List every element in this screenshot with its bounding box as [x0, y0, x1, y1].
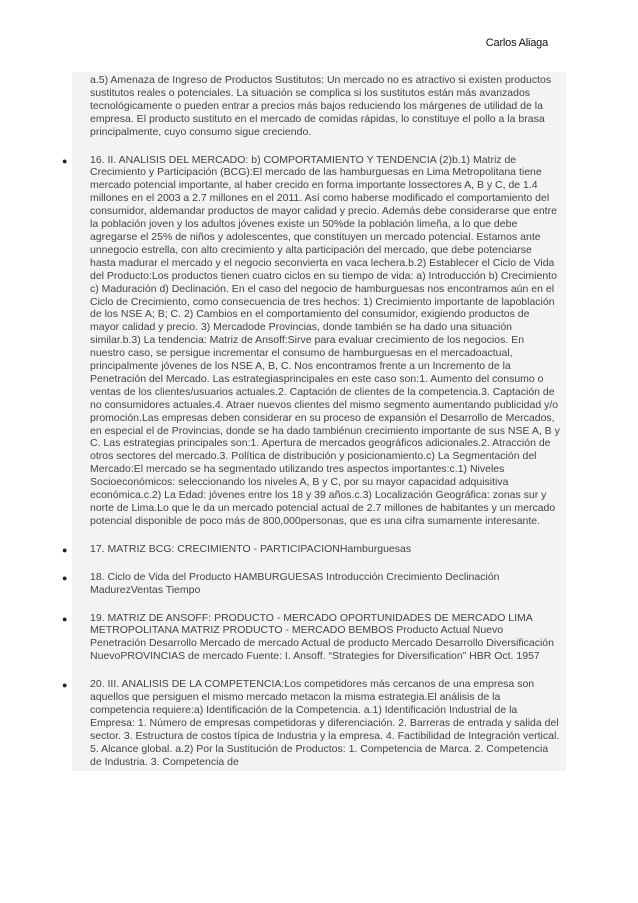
paragraph-text: a.5) Amenaza de Ingreso de Productos Sustitutos: Un mercado no es atractivo si existen productos sustitutos reales o potenciales. La situación se complica si los sustitutos están más avanzados tecnológicamente o pueden entrar a precios más bajos reduciendo los márgenes de utilidad de la empresa. El producto sustituto en el mercado de comidas rápidas, lo constituye el pollo a la brasa principalmente, cuyo consumo sigue creciendo.: [90, 74, 552, 138]
list-item-20: [62, 676, 566, 770]
list-item-18: [62, 569, 566, 599]
paragraph-gap: [72, 141, 566, 152]
bullet-icon: ●: [62, 155, 68, 166]
paragraph-gap: [72, 665, 566, 676]
list-item-17: [62, 541, 566, 558]
list-item-19: [62, 610, 566, 666]
bullet-icon: ●: [62, 572, 68, 583]
list-item-text: 19. MATRIZ DE ANSOFF: PRODUCTO - MERCADO OPORTUNIDADES DE MERCADO LIMA METROPOLITANA MATRIZ PRODUCTO - MERCADO BEMBOS Producto Actual Nuevo Penetración Desarrollo Mercado de mercado Actual de producto Mercado Desarrollo Diversificación NuevoPROVINCIAS de mercado Fuente: I. Ansoff. “Strategies for Diversification” HBR Oct. 1957: [90, 611, 554, 663]
bullet-icon: ●: [62, 544, 68, 555]
paragraph-gap: [72, 558, 566, 569]
list-item-text: 16. II. ANALISIS DEL MERCADO: b) COMPORTAMIENTO Y TENDENCIA (2)b.1) Matriz de Crecimiento y Participación (BCG):El mercado de las hamburguesas en Lima Metropolitana tiene mercado potencial importante, al haber crecido en forma importante lossectores A, B y C, de 1.4 millones en el 2003 a 2.7 millones en el 2011. Así como haberse modificado el comportamiento del consumidor, aldemandar productos de mayor calidad y precio. Además debe considerarse que entre la población joven y los adultos jóvenes existe un 50%de la población limeña, a lo que debe agregarse el 25% de niños y adolescentes, que constituyen un mercado potencial. Estamos ante unnegocio estrella, con alto crecimiento y alta participación del mercado, que debe potenciarse hasta madurar el mercado y el negocio seconvierta en vaca lechera.b.2) Establecer el Ciclo de Vida del Producto:Los productos tienen cuatro ciclos en su tiempo de vida: a) Introducción b) Crecimiento c) Maduración d) Declinación. En el caso del negocio de hamburguesas nos encontramos aún en el Ciclo de Crecimiento, como consecuencia de tres hechos: 1) Crecimiento importante de lapoblación de los NSE A; B; C. 2) Cambios en el comportamiento del consumidor, exigiendo productos de mayor calidad y precio. 3) Mercadode Provincias, donde también se ha dado una situación similar.b.3) La tendencia: Matriz de Ansoff:Sirve para evaluar crecimiento de los negocios. En nuestro caso, se persigue incrementar el consumo de hamburguesas en el mercadoactual, principalmente jóvenes de los NSE A, B, C. Nos encontramos frente a un Incremento de la Penetración del Mercado. Las estrategiasprincipales en este caso son:1. Aumento del consumo o ventas de los clientes/usuarios actuales.2. Captación de clientes de la competencia.3. Captación de no consumidores actuales.4. Atraer nuevos clientes del mismo segmento aumentando publicidad y/o promoción.Las empresas deben considerar en su proceso de expansión el Desarrollo de Mercados, en especial el de Provincias, donde se ha dado tambiénun crecimiento importante de sus NSE A, B y C. Las estrategias principales son:1. Apertura de mercados geográficos adicionales.2. Atracción de otros sectores del mercado.3. Política de distribución y posicionamiento.c) La Segmentación del Mercado:El mercado se ha segmentado utilizando tres aspectos importantes:c.1) Niveles Socioeconómicos: seleccionando los niveles A, B y C, por su mayor capacidad adquisitiva económica.c.2) La Edad: jóvenes entre los 18 y 39 años.c.3) Localización Geográfica: zonas sur y norte de Lima.Lo que le da un mercado potencial actual de 2.7 millones de habitantes y un mercado potencial disponible de poco más de 800,000personas, que es una cifra sumamente interesante.: [90, 153, 560, 527]
list-item-16: [62, 152, 566, 530]
paragraph-gap: [72, 530, 566, 541]
list-item-text: 17. MATRIZ BCG: CRECIMIENTO - PARTICIPACIONHamburguesas: [90, 542, 412, 555]
bullet-icon: ●: [62, 680, 68, 691]
paragraph-a5: [72, 72, 566, 141]
bullet-icon: ●: [62, 613, 68, 624]
document-body: [62, 72, 566, 771]
header-author: Carlos Aliaga: [485, 37, 548, 49]
list-item-text: 18. Ciclo de Vida del Producto HAMBURGUESAS Introducción Crecimiento Declinación MadurezVentas Tiempo: [90, 570, 500, 596]
list-item-text: 20. III. ANALISIS DE LA COMPETENCIA:Los competidores más cercanos de una empresa son aquellos que persiguen el mismo mercado metacon la misma estrategia.El análisis de la competencia requiere:a) Identificación de la Competencia. a.1) Identificación Industrial de la Empresa: 1. Número de empresas competidoras y diferenciación. 2. Barreras de entrada y salida del sector. 3. Estructura de costos típica de Industria y la empresa. 4. Factibilidad de Integración vertical. 5. Alcance global. a.2) Por la Sustitución de Productos: 1. Competencia de Marca. 2. Competencia de Industria. 3. Competencia de: [90, 678, 560, 768]
paragraph-gap: [72, 599, 566, 610]
